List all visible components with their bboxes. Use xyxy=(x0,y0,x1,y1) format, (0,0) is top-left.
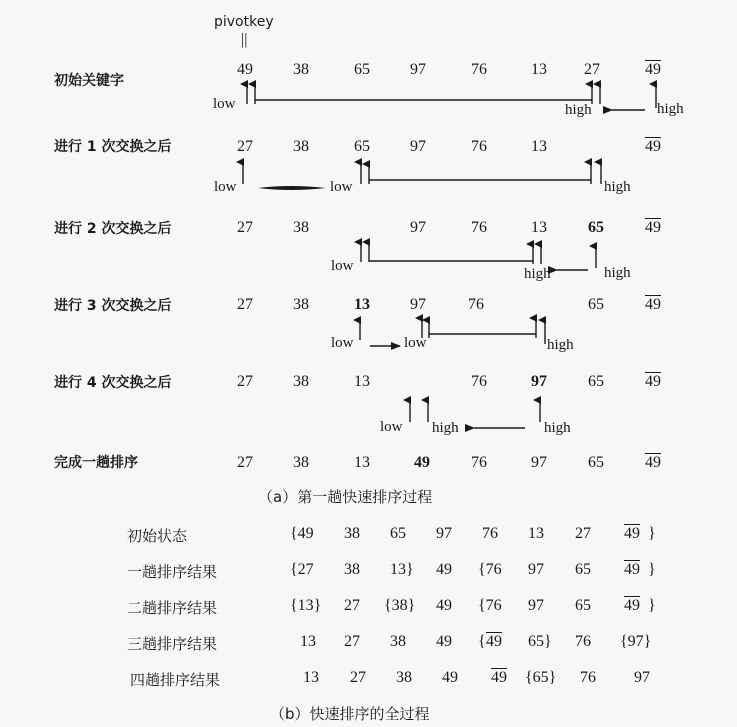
b-cell: {13} xyxy=(290,597,322,614)
b-cell: {27 xyxy=(290,561,314,578)
b-cell: 38 xyxy=(396,669,412,686)
row-label: 进行 4 次交换之后 xyxy=(54,375,172,391)
cell: 97 xyxy=(531,454,547,471)
cell: 97 xyxy=(410,61,426,78)
b-cell: 76 xyxy=(575,633,591,650)
cell: 76 xyxy=(471,454,487,471)
cell-overlined: 49 xyxy=(645,296,661,313)
b-cell: 13} xyxy=(390,561,414,578)
b-cell-overlined: 49 xyxy=(491,669,507,686)
pivot-marker: || xyxy=(241,31,248,48)
b-cell: {49 xyxy=(290,525,314,542)
cell-overlined: 49 xyxy=(645,61,661,78)
b-cell: 49 xyxy=(442,669,458,686)
b-row-label: 四趟排序结果 xyxy=(130,671,221,689)
b-cell: 27 xyxy=(350,669,366,686)
b-cell: 49 xyxy=(436,597,452,614)
cell: 13 xyxy=(354,454,370,471)
b-row-label: 一趟排序结果 xyxy=(127,563,218,581)
row1-low-move-arrow xyxy=(258,186,326,190)
b-cell: {97} xyxy=(620,633,652,650)
b-cell: { xyxy=(478,633,486,650)
cell: 38 xyxy=(293,296,309,313)
row-label: 进行 1 次交换之后 xyxy=(54,139,172,155)
pointer-high: high xyxy=(604,179,631,195)
b-cell: 49 xyxy=(436,561,452,578)
b-cell: {76 xyxy=(478,597,502,614)
b-cell: {76 xyxy=(478,561,502,578)
cell: 38 xyxy=(293,373,309,390)
pointer-high: high xyxy=(565,102,592,118)
b-cell-overlined: 49 xyxy=(624,525,640,542)
caption-b: （b）快速排序的全过程 xyxy=(270,705,430,723)
b-cell: 65 xyxy=(575,597,591,614)
cell: 13 xyxy=(531,219,547,236)
b-cell-overlined: 49 xyxy=(624,597,640,614)
b-cell: 27 xyxy=(575,525,591,542)
cell: 27 xyxy=(237,296,253,313)
pointer-high: high xyxy=(604,265,631,281)
cell-pivot-placed: 49 xyxy=(414,454,430,471)
cell: 38 xyxy=(293,219,309,236)
b-cell: 13 xyxy=(528,525,544,542)
pointer-high: high xyxy=(657,101,684,117)
b-cell: } xyxy=(648,561,656,578)
cell: 76 xyxy=(471,61,487,78)
b-cell: 49 xyxy=(436,633,452,650)
pointer-low: low xyxy=(213,96,236,112)
cell: 65 xyxy=(354,138,370,155)
cell: 76 xyxy=(471,138,487,155)
row-label: 进行 2 次交换之后 xyxy=(54,221,172,237)
cell-moved: 97 xyxy=(531,373,547,390)
cell-overlined: 49 xyxy=(645,454,661,471)
pivot-label: pivotkey xyxy=(214,14,274,30)
b-cell: 76 xyxy=(580,669,596,686)
pointer-low: low xyxy=(404,335,427,351)
cell: 38 xyxy=(293,454,309,471)
b-cell: 97 xyxy=(528,561,544,578)
row-label: 进行 3 次交换之后 xyxy=(54,298,172,314)
b-cell: 65} xyxy=(528,633,552,650)
cell: 27 xyxy=(237,219,253,236)
b-cell: } xyxy=(648,597,656,614)
cell: 65 xyxy=(588,373,604,390)
cell: 27 xyxy=(237,373,253,390)
b-cell: 65 xyxy=(390,525,406,542)
cell: 27 xyxy=(237,454,253,471)
cell: 97 xyxy=(410,296,426,313)
b-cell-overlined: 49 xyxy=(624,561,640,578)
b-cell: {65} xyxy=(525,669,557,686)
pointer-high: high xyxy=(544,420,571,436)
cell: 76 xyxy=(468,296,484,313)
pointer-low: low xyxy=(214,179,237,195)
cell: 13 xyxy=(531,138,547,155)
b-row-label: 三趟排序结果 xyxy=(127,635,218,653)
cell-overlined: 49 xyxy=(645,373,661,390)
cell: 27 xyxy=(237,138,253,155)
b-cell: 38 xyxy=(390,633,406,650)
b-cell: 13 xyxy=(303,669,319,686)
pointer-high: high xyxy=(432,420,459,436)
cell: 49 xyxy=(237,61,253,78)
b-cell: 65 xyxy=(575,561,591,578)
pointer-high: high xyxy=(547,337,574,353)
cell-overlined: 49 xyxy=(645,219,661,236)
cell: 38 xyxy=(293,61,309,78)
pointer-low: low xyxy=(331,335,354,351)
pointer-low: low xyxy=(330,179,353,195)
cell-overlined: 49 xyxy=(645,138,661,155)
b-cell: 76 xyxy=(482,525,498,542)
cell: 76 xyxy=(471,219,487,236)
b-row-label: 二趟排序结果 xyxy=(127,599,218,617)
cell: 13 xyxy=(531,61,547,78)
b-row-label: 初始状态 xyxy=(127,527,188,545)
pointer-low: low xyxy=(331,258,354,274)
cell: 76 xyxy=(471,373,487,390)
b-cell: 97 xyxy=(528,597,544,614)
pointer-low: low xyxy=(380,419,403,435)
cell: 97 xyxy=(410,138,426,155)
cell-moved: 65 xyxy=(588,219,604,236)
b-cell: 97 xyxy=(436,525,452,542)
b-cell: 97 xyxy=(634,669,650,686)
pointer-high: high xyxy=(524,266,551,282)
cell-moved: 13 xyxy=(354,296,370,313)
b-cell-overlined: 49 xyxy=(486,633,502,650)
cell: 27 xyxy=(584,61,600,78)
cell: 13 xyxy=(354,373,370,390)
cell: 65 xyxy=(354,61,370,78)
row-label: 初始关键字 xyxy=(54,73,124,89)
b-cell: 38 xyxy=(344,525,360,542)
b-cell: 38 xyxy=(344,561,360,578)
b-cell: } xyxy=(648,525,656,542)
cell: 65 xyxy=(588,454,604,471)
caption-a: （a）第一趟快速排序过程 xyxy=(258,488,433,506)
cell: 97 xyxy=(410,219,426,236)
b-cell: 27 xyxy=(344,633,360,650)
cell: 65 xyxy=(588,296,604,313)
cell: 38 xyxy=(293,138,309,155)
b-cell: 13 xyxy=(300,633,316,650)
b-cell: {38} xyxy=(384,597,416,614)
row-label: 完成一趟排序 xyxy=(54,455,138,471)
b-cell: 27 xyxy=(344,597,360,614)
